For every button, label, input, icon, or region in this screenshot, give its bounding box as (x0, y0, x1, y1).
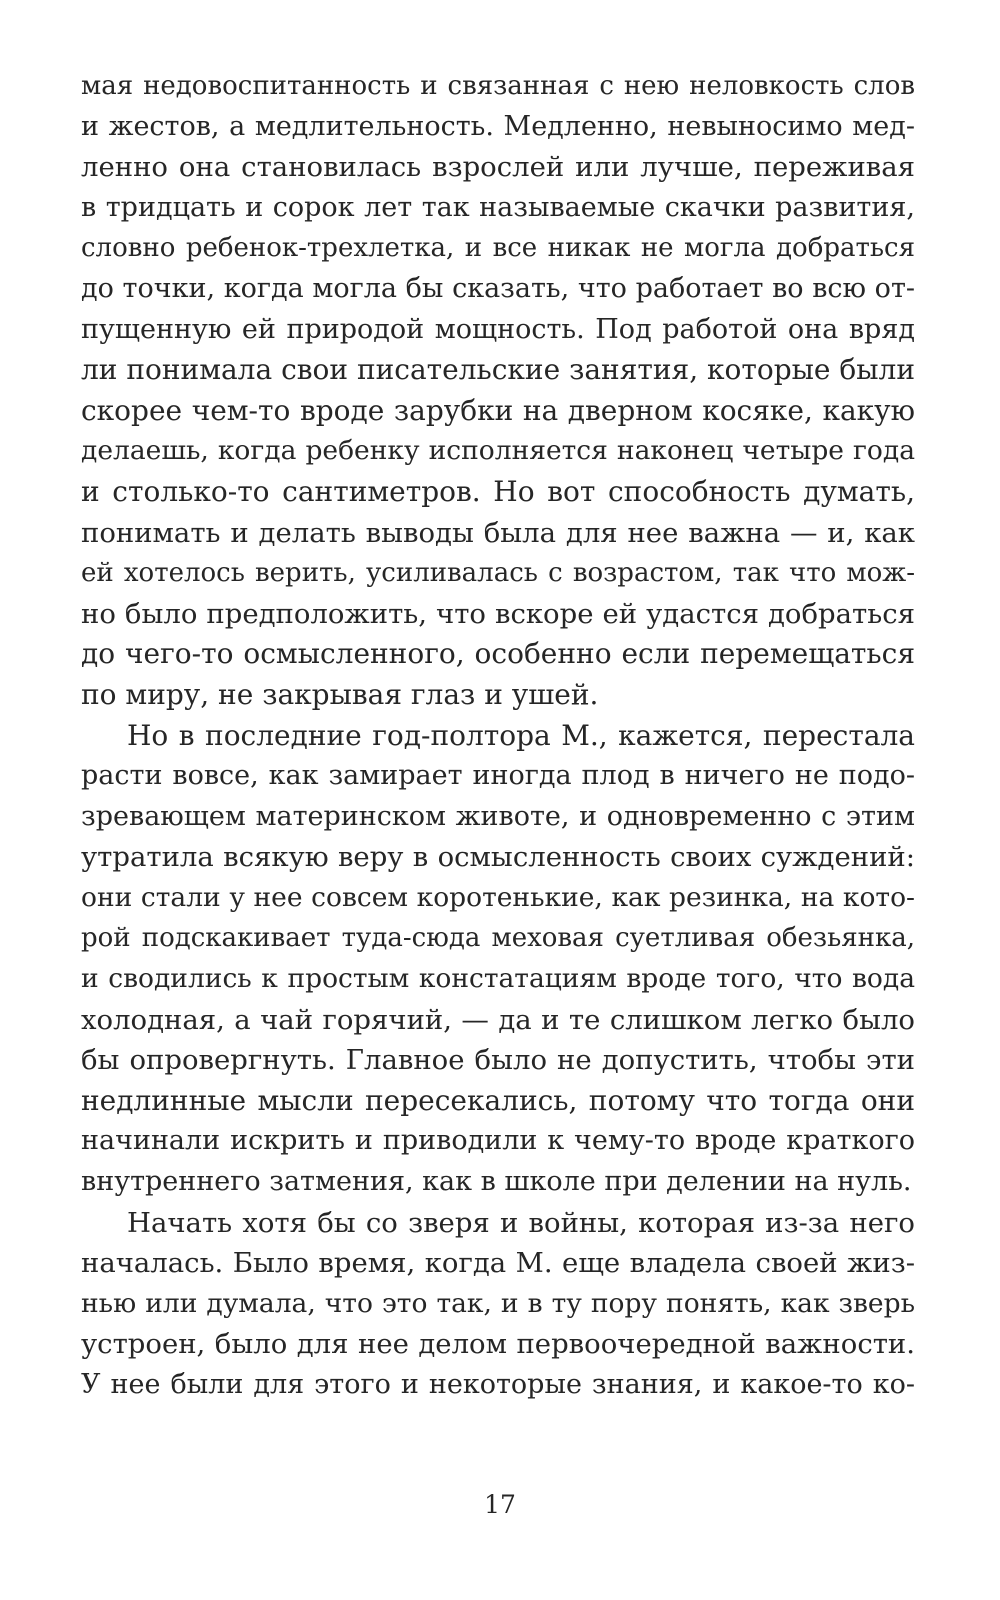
text-line: начинали искрить и приводили к чему-то вроде краткого (81, 1125, 915, 1157)
text-line: скорее чем-то вроде зарубки на дверном косяке, какую (81, 393, 915, 427)
text-line: и жестов, а медлительность. Медленно, невыносимо мед- (81, 110, 915, 142)
text-line: словно ребенок-трехлетка, и все никак не могла добраться (81, 233, 915, 264)
text-line: расти вовсе, как замирает иногда плод в ничего не подо- (81, 760, 915, 792)
text-line: внутреннего затмения, как в школе при делении на нуль. (81, 1166, 912, 1198)
text-line: утратила всякую веру в осмысленность своих суждений: (81, 841, 915, 874)
text-line: ли понимала свои писательские занятия, которые были (81, 353, 915, 387)
text-line: Но в последние год-полтора М., кажется, перестала (127, 718, 915, 752)
text-line: началась. Было время, когда М. еще владела своей жиз- (81, 1247, 915, 1280)
text-line: понимать и делать выводы была для нее важна — и, как (81, 516, 915, 549)
text-line: устроен, было для нее делом первоочередной важности. (81, 1328, 915, 1361)
text-line: нью или думала, что это так, и в ту пору понять, как зверь (81, 1287, 915, 1319)
text-line: У нее были для этого и некоторые знания, и какое-то ко- (81, 1369, 915, 1400)
text-line: и столько-то сантиметров. Но вот способность думать, (81, 474, 915, 508)
text-line: но было предположить, что вскоре ей удастся добраться (81, 597, 915, 630)
text-line: пущенную ей природой мощность. Под работой она вряд (81, 313, 915, 345)
text-line: мая недовоспитанность и связанная с нею неловкость слов (81, 71, 915, 101)
text-line: в тридцать и сорок лет так называемые скачки развития, (81, 191, 915, 223)
text-line: и сводились к простым констатациям вроде того, что вода (81, 963, 915, 995)
body-text (81, 66, 915, 1406)
text-line: до чего-то осмысленного, особенно если перемещаться (81, 637, 915, 671)
text-line: рой подскакивает туда-сюда меховая суетливая обезьянка, (81, 923, 915, 954)
text-line: холодная, а чай горячий, — да и те слишком легко было (81, 1003, 915, 1036)
page-number: 17 (484, 1490, 516, 1519)
text-line: делаешь, когда ребенку исполняется наконец четыре года (81, 435, 915, 467)
text-line: зревающем материнском животе, и одновременно с этим (81, 800, 915, 832)
text-line: до точки, когда могла бы сказать, что работает во всю от- (81, 272, 915, 304)
text-line: они стали у нее совсем коротенькие, как резинка, на кото- (81, 881, 915, 913)
text-line: бы опровергнуть. Главное было не допустить, чтобы эти (81, 1044, 915, 1077)
text-line: ленно она становилась взрослей или лучше, переживая (81, 151, 915, 184)
text-line: по миру, не закрывая глаз и ушей. (81, 677, 599, 711)
text-line: недлинные мысли пересекались, потому что тогда они (81, 1083, 915, 1117)
text-line: Начать хотя бы со зверя и войны, которая из-за него (127, 1206, 915, 1239)
text-line: ей хотелось верить, усиливалась с возрастом, так что мож- (81, 558, 915, 589)
